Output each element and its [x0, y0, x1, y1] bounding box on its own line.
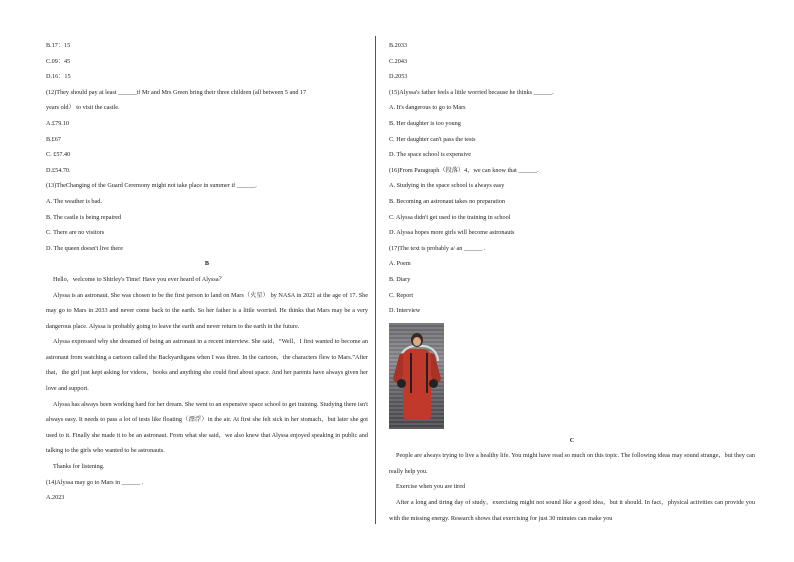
- q16-option-a: A. Studying in the space school is always easy: [389, 182, 505, 190]
- photo-face: [413, 337, 421, 346]
- q17-option-b: B. Diary: [389, 275, 411, 283]
- section-b-heading: B: [204, 260, 210, 268]
- passage-b-closing: Thanks for listening.: [53, 463, 105, 471]
- q14-option-b: B.2033: [389, 42, 408, 49]
- photo-harness: [410, 353, 428, 393]
- q15-option-a: A. It's dangerous to go to Mars: [389, 104, 466, 112]
- q14-stem: (14)Alyssa may go to Mars in ______ .: [46, 478, 144, 486]
- q13-option-d: D. The queen doesn't live there: [46, 244, 123, 252]
- q12-option-d: D.£54.70.: [46, 166, 71, 174]
- q13-option-c: C. There are no visitors: [46, 229, 105, 237]
- passage-b-paragraph-1: Alyssa is an astronaut. She was chosen to be the first person to land on Mars（火星） by NASA in 2021 at the age of 17. She may go to Mars in 2033 and never come back to the earth. So her father is a little worried. He thinks that Mars may be a very dangerous place. Alyssa is probably going to leave the earth and never return to the earth in the future.: [46, 291, 368, 330]
- passage-c-paragraph-2: After a long and tiring day of study，exercising might not sound like a good idea，but it should. In fact，physical activities can provide you with the missing energy. Research shows that exercising for just 30 minutes can make you: [389, 499, 755, 522]
- q11-option-c: C.09：45: [46, 57, 71, 65]
- q12-option-c: C. £57.40: [46, 151, 71, 159]
- q17-option-d: D. Interview: [389, 307, 421, 315]
- q15-option-c: C. Her daughter can't pass the tests: [389, 135, 476, 143]
- passage-b-paragraph-3: Alyssa has always been working hard for her dream. She went to an expensive space school to get training. Studying there isn't always easy. It needs to pass a lot of tests like floating（漂浮）in the air. At first she felt sick in her stomach，but later she got used to it. Finally she made it to be an astronaut. From what she said，we also knew that Alyssa enjoyed speaking in public and talking to the girls who wanted to be astronauts.: [46, 400, 368, 455]
- passage-c-subheading: Exercise when you are tired: [396, 483, 466, 491]
- q15-stem: (15)Alyssa's father feels a little worried because he thinks ______.: [389, 88, 554, 96]
- q12-option-a: A.£79.10: [46, 119, 70, 127]
- passage-b-intro: Hello，welcome to Shirley's Time! Have you ever heard of Alyssa？: [53, 275, 225, 283]
- q11-option-d: D.16：15: [46, 73, 71, 81]
- q13-stem: (13)TheChanging of the Guard Ceremony might not take place in summer if ______.: [46, 182, 257, 190]
- q16-option-b: B. Becoming an astronaut takes no preparation: [389, 197, 505, 205]
- q16-option-c: C. Alyssa didn't get used to the training in school: [389, 213, 511, 221]
- column-divider: [375, 36, 376, 524]
- q14-option-a: A.2023: [46, 494, 65, 502]
- section-c-heading: C: [569, 436, 575, 444]
- q13-option-b: B. The castle is being repaired: [46, 213, 122, 221]
- q12-stem-line1: (12)They should pay at least ______if Mr and Mrs Green bring their three children (all between 5 and 17: [46, 88, 307, 96]
- passage-c-paragraph-1: People are always trying to live a healthy life. You might have read so much on this topic. The following ideas may sound strange，but they can really help you.: [389, 452, 755, 475]
- q15-option-b: B. Her daughter is too young: [389, 119, 461, 127]
- q17-stem: (17)The text is probably a/ an ______ .: [389, 244, 486, 252]
- photo-right-glove: [429, 379, 438, 388]
- q17-option-c: C. Report: [389, 291, 414, 299]
- astronaut-photo: [389, 323, 444, 429]
- q14-option-d: D.2053: [389, 73, 408, 81]
- q11-option-b: B.17：15: [46, 42, 71, 49]
- passage-b-paragraph-2: Alyssa expressed why she dreamed of being an astronaut in a recent interview. She said，“Well，I first wanted to become an astronaut from watching a cartoon called the Backyardigans when I was three. In the cartoon，the characters flew to Mars.”After that，the girl just kept asking for videos，books and anything she could find about space. And her parents have always given her love and support.: [46, 338, 368, 393]
- q13-option-a: A. The weather is bad.: [46, 197, 102, 205]
- left-column: [46, 38, 368, 506]
- q14-option-c: C.2043: [389, 57, 408, 65]
- q12-option-b: B.£67: [46, 135, 61, 143]
- q12-stem-line2: years old） to visit the castle.: [46, 104, 120, 112]
- photo-left-glove: [397, 379, 406, 388]
- q15-option-d: D. The space school is expensive: [389, 151, 472, 159]
- q17-option-a: A. Poem: [389, 260, 411, 268]
- q16-option-d: D. Alyssa hopes more girls will become astronauts: [389, 229, 515, 237]
- right-column: [389, 38, 755, 526]
- q16-stem: (16)From Paragraph（段落）4，we can know that ______.: [389, 166, 539, 174]
